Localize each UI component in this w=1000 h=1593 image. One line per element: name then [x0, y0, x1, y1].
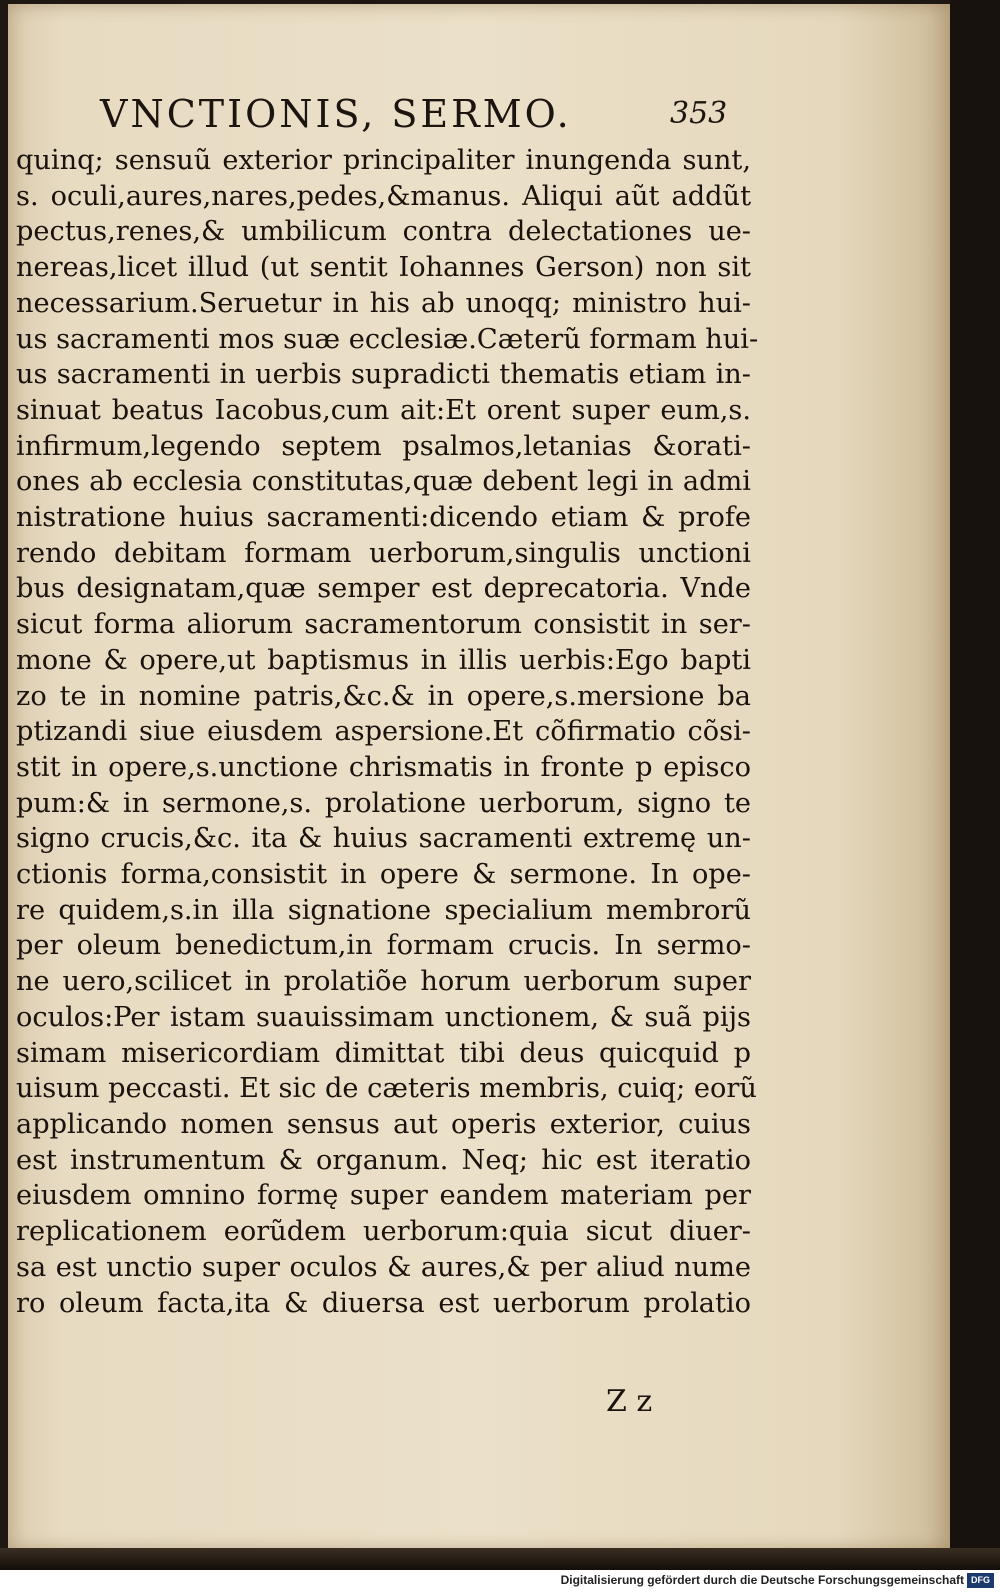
text-line: necessarium.Seruetur in his ab unoqq; ministro hui-: [16, 287, 751, 319]
signature-mark: Z z: [606, 1384, 653, 1419]
text-line: ne uero,scilicet in prolatiõe horum uerborum super: [16, 966, 751, 998]
text-line: us sacramenti in uerbis supradicti thematis etiam in-: [16, 359, 751, 391]
text-line: simam misericordiam dimittat tibi deus quicquid p: [16, 1037, 751, 1069]
digitization-footer: [0, 1570, 1000, 1593]
text-line: ones ab ecclesia constitutas,quæ debent legi in admi: [16, 466, 751, 498]
text-line: s. oculi,aures,nares,pedes,&manus. Aliqui aũt addũt: [16, 180, 751, 212]
text-line: infirmum,legendo septem psalmos,letanias &orati-: [16, 430, 751, 462]
text-line: rendo debitam formam uerborum,singulis unctioni: [16, 537, 751, 569]
text-line: eiusdem omnino formę super eandem materiam per: [16, 1180, 751, 1212]
text-line: quinq; sensuũ exterior principaliter inungenda sunt,: [16, 145, 751, 176]
text-line: sicut forma aliorum sacramentorum consistit in ser-: [16, 609, 751, 641]
text-line: ctionis forma,consistit in opere & sermone. In ope-: [16, 859, 751, 891]
page-bottom-edge: [0, 1548, 1000, 1570]
running-title: VNCTIONIS, SERMO.: [100, 92, 572, 136]
text-line: signo crucis,&c. ita & huius sacramenti extremę un-: [16, 823, 751, 855]
text-line: per oleum benedictum,in formam crucis. In sermo-: [16, 930, 751, 962]
text-line: uisum peccasti. Et sic de cæteris membris, cuiq; eorũ: [16, 1073, 757, 1105]
funding-credit: Digitalisierung gefördert durch die Deutsche Forschungsgemeinschaft: [560, 1573, 964, 1587]
text-line: pum:& in sermone,s. prolatione uerborum, signo te: [16, 787, 751, 819]
text-line: applicando nomen sensus aut operis exterior, cuius: [16, 1108, 751, 1140]
text-line: us sacramenti mos suæ ecclesiæ.Cæterũ formam hui-: [16, 323, 759, 355]
text-line: nereas,licet illud (ut sentit Iohannes Gerson) non sit: [16, 252, 751, 284]
folio-number: 353: [670, 96, 728, 131]
text-line: pectus,renes,& umbilicum contra delectationes ue-: [16, 216, 751, 248]
text-line: re quidem,s.in illa signatione specialium membrorũ: [16, 894, 751, 926]
text-line: zo te in nomine patris,&c.& in opere,s.mersione ba: [16, 680, 751, 712]
text-line: oculos:Per istam suauissimam unctionem, & suã pijs: [16, 1001, 751, 1033]
text-line: sa est unctio super oculos & aures,& per aliud nume: [16, 1251, 751, 1283]
text-line: nistratione huius sacramenti:dicendo etiam & profe: [16, 502, 751, 534]
text-line: replicationem eorũdem uerborum:quia sicut diuer-: [16, 1216, 751, 1248]
body-text: [16, 143, 759, 1321]
text-line: est instrumentum & organum. Neq; hic est iteratio: [16, 1144, 751, 1176]
text-line: sinuat beatus Iacobus,cum ait:Et orent super eum,s.: [16, 394, 751, 426]
text-line: ro oleum facta,ita & diuersa est uerborum prolatio: [16, 1287, 751, 1319]
text-line: stit in opere,s.unctione chrismatis in fronte p episco: [16, 751, 751, 783]
page-gutter: [950, 0, 1000, 1560]
dfg-logo-icon: DFG: [967, 1573, 994, 1588]
text-line: mone & opere,ut baptismus in illis uerbis:Ego bapti: [16, 644, 751, 676]
text-line: ptizandi siue eiusdem aspersione.Et cõfirmatio cõsi-: [16, 716, 751, 748]
text-line: bus designatam,quæ semper est deprecatoria. Vnde: [16, 573, 751, 605]
